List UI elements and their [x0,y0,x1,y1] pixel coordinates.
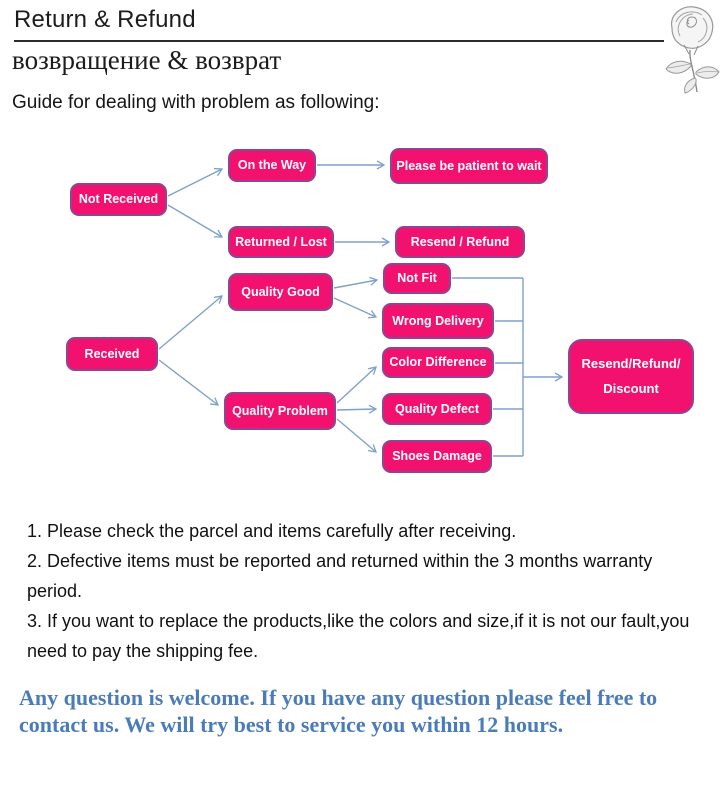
flow-node-returned-lost: Returned / Lost [228,226,334,258]
flow-node-wrong-delivery: Wrong Delivery [382,303,494,339]
edge-qualitygood-notfit [334,280,377,288]
contact-note: Any question is welcome. If you have any question please feel free to contact us. We will try best to service you within 12 hours. [19,685,658,737]
edge-notreceived-ontheway [168,169,222,196]
flow-node-quality-defect: Quality Defect [382,393,492,425]
edge-notreceived-returnedlost [168,205,222,237]
flow-node-please-wait: Please be patient to wait [390,148,548,184]
guide-intro: Guide for dealing with problem as following: [12,92,380,113]
rose-icon [656,2,722,94]
flow-node-resend-refund-discount-line1: Resend/Refund/ [581,355,681,371]
edge-qualityproblem-qualitydefect [337,409,376,410]
page-title: Return & Refund [14,6,196,33]
flow-node-shoes-damage: Shoes Damage [382,440,492,473]
flow-node-quality-problem: Quality Problem [224,392,336,430]
edge-qualitygood-wrongdelivery [334,298,376,317]
edge-received-qualitygood [159,296,222,349]
flow-node-color-difference: Color Difference [382,347,494,378]
page-subtitle-russian: возвращение & возврат [12,45,282,75]
flow-node-resend-refund: Resend / Refund [395,226,525,258]
edge-qualityproblem-shoesdamage [337,419,376,452]
edge-received-qualityproblem [159,360,218,405]
note-item-2: 2. Defective items must be reported and returned within the 3 months warranty period. [27,551,653,601]
notes-list [27,516,693,666]
flow-node-quality-good: Quality Good [228,273,333,311]
flow-node-on-the-way: On the Way [228,149,316,182]
title-divider [14,40,664,42]
note-item-1: 1. Please check the parcel and items carefully after receiving. [27,521,517,541]
note-item-3: 3. If you want to replace the products,like the colors and size,if it is not our fault,you need to pay the shipping fee. [27,611,690,661]
flow-node-not-received: Not Received [70,183,167,216]
flow-node-received: Received [66,337,158,371]
flow-node-resend-refund-discount-line2: Discount [603,380,659,396]
edge-qualityproblem-colordifference [337,367,376,403]
flow-node-not-fit: Not Fit [383,263,451,294]
flow-node-resend-refund-discount [568,339,694,414]
